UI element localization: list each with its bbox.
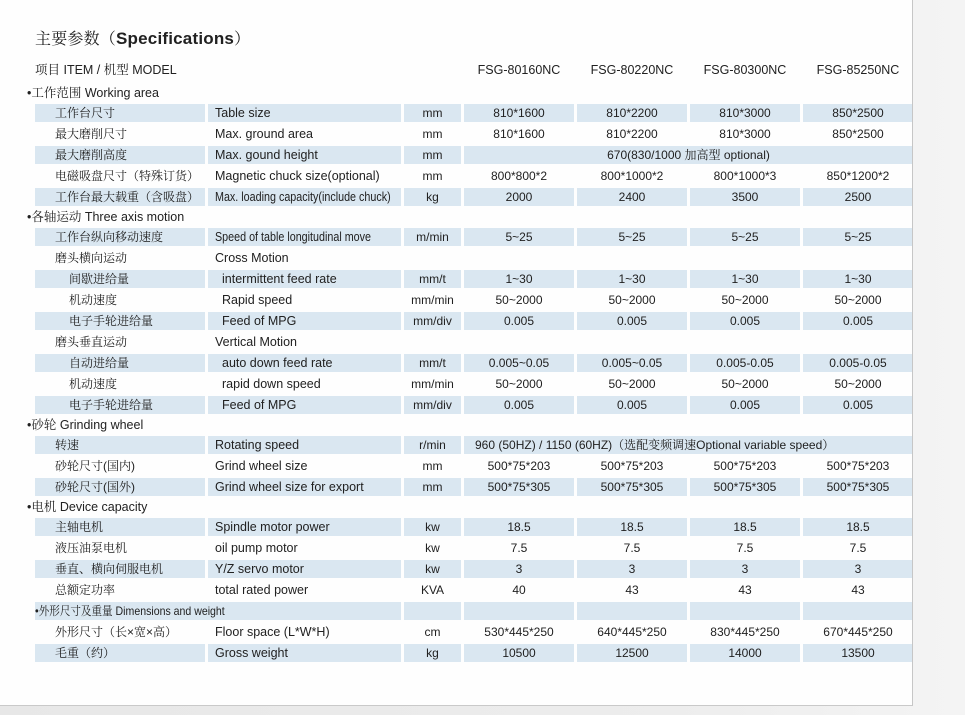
item-model-label: 项目 ITEM / 机型 MODEL (35, 63, 177, 77)
cell-item-en: rapid down speed (222, 377, 321, 391)
cell-item-cn: 工作台最大载重（含吸盘） (35, 188, 205, 206)
cell-value-2: 43 (625, 583, 639, 597)
spec-row (35, 291, 912, 309)
cell-unit: mm (404, 478, 461, 496)
cell-unit: mm/div (404, 312, 461, 330)
cell-unit: kg (404, 644, 461, 662)
cell-item-en: Y/Z servo motor (208, 560, 401, 578)
cell-value-3: 5~25 (690, 228, 800, 246)
spec-row (35, 228, 912, 246)
cell-value-empty (464, 333, 574, 351)
cell-item-cn: 主轴电机 (35, 518, 205, 536)
cell-item-en: Spindle motor power (208, 518, 401, 536)
cell-item-cn: 外形尺寸（长×宽×高） (55, 625, 178, 639)
cell-value-4: 0.005-0.05 (803, 354, 913, 372)
spec-row (35, 146, 912, 164)
cell-value-2: 500*75*203 (600, 459, 664, 473)
cell-value-3: 800*1000*3 (713, 169, 777, 183)
cell-value-2: 640*445*250 (597, 625, 667, 639)
cell-unit: mm (404, 104, 461, 122)
cell-unit: r/min (404, 436, 461, 454)
cell-unit-empty (404, 602, 461, 620)
spec-row (35, 125, 912, 143)
section-header-label (35, 602, 401, 620)
cell-value-3: 1~30 (690, 270, 800, 288)
cell-value-4: 50~2000 (834, 377, 882, 391)
cell-item-en: Gross weight (208, 644, 401, 662)
cell-value-3: 0.005-0.05 (690, 354, 800, 372)
spec-row (35, 436, 912, 454)
cell-value-2: 50~2000 (608, 377, 656, 391)
cell-value-2: 7.5 (623, 541, 641, 555)
page-title-cn: 主要参数（ (35, 31, 117, 48)
cell-item-en: Rapid speed (222, 293, 293, 307)
cell-value-4: 500*75*305 (803, 478, 913, 496)
cell-item-en: Feed of MPG (208, 396, 401, 414)
cell-value-4: 0.005 (803, 312, 913, 330)
cell-unit: kw (404, 518, 461, 536)
cell-item-cn: 电子手轮进给量 (35, 312, 205, 330)
spec-row (35, 333, 912, 351)
cell-unit: kw (404, 560, 461, 578)
cell-item-cn: 工作台尺寸 (35, 104, 205, 122)
cell-item-en: total rated power (215, 583, 309, 597)
cell-value-1: 1~30 (464, 270, 574, 288)
cell-value-1: 500*75*203 (487, 459, 551, 473)
spec-row (35, 270, 912, 288)
cell-value-2: 12500 (577, 644, 687, 662)
cell-item-en: Vertical Motion (215, 335, 297, 349)
cell-value-3: 50~2000 (721, 377, 769, 391)
cell-item-en: Floor space (L*W*H) (215, 625, 330, 639)
cell-value-4: 1~30 (803, 270, 913, 288)
cell-value-merged: 960 (50HZ) / 1150 (60HZ)（选配变频调速Optional variable speed） (464, 436, 913, 454)
cell-item-cn: 总额定功率 (55, 583, 116, 597)
cell-value-4: 850*2500 (832, 127, 884, 141)
cell-value-1: 810*1600 (464, 104, 574, 122)
section-header: •工作范围 Working area (27, 86, 159, 100)
cell-value-4: 43 (851, 583, 865, 597)
page-title (35, 26, 912, 49)
cell-item-en: Table size (208, 104, 401, 122)
cell-item-cn: 电子手轮进给量 (35, 396, 205, 414)
cell-item-cn: 电磁吸盘尺寸（特殊订货） (55, 169, 200, 183)
cell-unit: kw (425, 541, 440, 555)
cell-value-3: 0.005 (690, 396, 800, 414)
cell-value-1: 40 (512, 583, 526, 597)
cell-value-empty (577, 333, 687, 351)
cell-value-4: 500*75*203 (826, 459, 890, 473)
cell-value-1: 2000 (464, 188, 574, 206)
section-header: •各轴运动 Three axis motion (27, 210, 185, 224)
model-name-2: FSG-80220NC (590, 63, 674, 77)
cell-value-3: 0.005 (690, 312, 800, 330)
cell-unit: mm/min (411, 293, 454, 307)
cell-value-3: 18.5 (690, 518, 800, 536)
spec-row (35, 581, 912, 599)
spec-row (35, 188, 912, 206)
spec-row (35, 249, 912, 267)
cell-value-3: 500*75*203 (713, 459, 777, 473)
cell-item-cn: 工作台纵向移动速度 (35, 228, 205, 246)
cell-item-cn: 液压油泵电机 (55, 541, 128, 555)
cell-value-empty (803, 602, 913, 620)
cell-unit: mm (404, 146, 461, 164)
spec-row (35, 104, 912, 122)
spec-row (35, 478, 912, 496)
cell-value-2: 5~25 (577, 228, 687, 246)
cell-unit: mm (422, 127, 443, 141)
cell-value-1: 10500 (464, 644, 574, 662)
cell-value-3: 14000 (690, 644, 800, 662)
cell-value-4: 13500 (803, 644, 913, 662)
cell-item-cn: 机动速度 (69, 293, 118, 307)
cell-value-4: 3 (803, 560, 913, 578)
cell-value-merged: 670(830/1000 加高型 optional) (464, 146, 913, 164)
cell-value-3: 7.5 (736, 541, 754, 555)
cell-item-cn: 最大磨削高度 (35, 146, 205, 164)
cell-item-en-text: Max. loading capacity(include chuck) (215, 190, 391, 204)
cell-item-cn: 自动进给量 (35, 354, 205, 372)
cell-value-1: 5~25 (464, 228, 574, 246)
spec-table (0, 86, 912, 662)
page-title-en: Specifications (116, 29, 235, 48)
cell-value-4: 2500 (803, 188, 913, 206)
cell-value-empty (803, 333, 913, 351)
cell-item-en: Grind wheel size (215, 459, 308, 473)
cell-value-empty (464, 602, 574, 620)
cell-value-2: 500*75*305 (577, 478, 687, 496)
cell-value-2: 0.005 (577, 396, 687, 414)
cell-item-en-text: Speed of table longitudinal move (215, 230, 371, 244)
cell-value-1: 500*75*305 (464, 478, 574, 496)
cell-value-3: 3 (690, 560, 800, 578)
section-header: •电机 Device capacity (27, 500, 148, 514)
cell-value-empty (690, 249, 800, 267)
cell-value-4: 7.5 (849, 541, 867, 555)
cell-value-1: 0.005 (464, 396, 574, 414)
cell-value-1: 7.5 (510, 541, 528, 555)
cell-value-empty (464, 249, 574, 267)
cell-value-2: 0.005 (577, 312, 687, 330)
cell-value-1: 800*800*2 (490, 169, 548, 183)
cell-value-empty (690, 602, 800, 620)
cell-unit: KVA (420, 583, 445, 597)
cell-value-3: 500*75*305 (690, 478, 800, 496)
spec-row (35, 354, 912, 372)
cell-value-2: 50~2000 (608, 293, 656, 307)
model-name-3: FSG-80300NC (703, 63, 787, 77)
cell-unit: kg (404, 188, 461, 206)
cell-value-4: 850*2500 (803, 104, 913, 122)
cell-value-1: 50~2000 (495, 377, 543, 391)
cell-value-1: 530*445*250 (484, 625, 554, 639)
spec-row (35, 396, 912, 414)
cell-value-3: 810*3000 (719, 127, 771, 141)
spec-row (35, 518, 912, 536)
spec-row (35, 560, 912, 578)
cell-value-3: 3500 (690, 188, 800, 206)
cell-item-en: Max. ground area (215, 127, 313, 141)
cell-item-en: oil pump motor (215, 541, 298, 555)
section-header-text: •外形尺寸及重量 Dimensions and weight (35, 604, 225, 618)
cell-item-en: Max. gound height (208, 146, 401, 164)
cell-unit (404, 249, 461, 267)
spec-row (35, 457, 912, 475)
cell-item-cn: 砂轮尺寸(国内) (55, 459, 135, 473)
cell-value-3: 43 (738, 583, 752, 597)
cell-item-cn: 磨头垂直运动 (55, 335, 128, 349)
spec-row (35, 623, 912, 641)
cell-unit: cm (424, 625, 441, 639)
cell-value-2: 2400 (577, 188, 687, 206)
table-header-row (35, 62, 912, 79)
cell-unit (404, 333, 461, 351)
cell-value-empty (577, 602, 687, 620)
cell-item-cn: 转速 (35, 436, 205, 454)
cell-value-4: 670*445*250 (823, 625, 893, 639)
cell-value-2: 18.5 (577, 518, 687, 536)
spec-row (35, 375, 912, 393)
cell-item-en: Grind wheel size for export (208, 478, 401, 496)
cell-unit: mm/t (404, 354, 461, 372)
cell-unit: mm/min (411, 377, 454, 391)
cell-item-cn: 毛重（约） (35, 644, 205, 662)
cell-item-cn: 机动速度 (69, 377, 118, 391)
cell-unit: m/min (404, 228, 461, 246)
cell-value-4: 850*1200*2 (826, 169, 890, 183)
spec-row (35, 167, 912, 185)
page-title-close: ） (234, 31, 251, 48)
cell-value-1: 50~2000 (495, 293, 543, 307)
cell-value-empty (803, 249, 913, 267)
cell-value-4: 18.5 (803, 518, 913, 536)
cell-value-1: 0.005~0.05 (464, 354, 574, 372)
cell-item-cn: 砂轮尺寸(国外) (35, 478, 205, 496)
cell-unit: mm (422, 459, 443, 473)
cell-value-1: 18.5 (464, 518, 574, 536)
cell-item-cn: 间歇进给量 (35, 270, 205, 288)
cell-item-en: Rotating speed (208, 436, 401, 454)
cell-item-cn: 垂直、横向伺服电机 (35, 560, 205, 578)
cell-value-2: 3 (577, 560, 687, 578)
section-header: •砂轮 Grinding wheel (27, 418, 144, 432)
cell-value-3: 830*445*250 (710, 625, 780, 639)
cell-value-1: 810*1600 (493, 127, 545, 141)
cell-value-2: 810*2200 (577, 104, 687, 122)
model-name-4: FSG-85250NC (816, 63, 900, 77)
cell-value-empty (690, 333, 800, 351)
cell-item-cn: 磨头横向运动 (55, 251, 128, 265)
cell-item-en: auto down feed rate (208, 354, 401, 372)
cell-unit: mm/t (404, 270, 461, 288)
cell-item-en: Feed of MPG (208, 312, 401, 330)
spec-row (35, 312, 912, 330)
section-header-band (35, 602, 912, 620)
cell-value-4: 5~25 (803, 228, 913, 246)
cell-value-1: 3 (464, 560, 574, 578)
cell-value-2: 800*1000*2 (600, 169, 664, 183)
cell-value-4: 50~2000 (834, 293, 882, 307)
cell-unit: mm/div (404, 396, 461, 414)
cell-item-en: Cross Motion (215, 251, 289, 265)
cell-value-2: 0.005~0.05 (577, 354, 687, 372)
model-name-1: FSG-80160NC (477, 63, 561, 77)
cell-value-4: 0.005 (803, 396, 913, 414)
cell-item-en (208, 228, 401, 246)
cell-value-2: 810*2200 (606, 127, 658, 141)
cell-value-empty (577, 249, 687, 267)
cell-unit: mm (422, 169, 443, 183)
spec-row (35, 539, 912, 557)
cell-value-1: 0.005 (464, 312, 574, 330)
cell-item-en (208, 188, 401, 206)
cell-item-en: intermittent feed rate (208, 270, 401, 288)
spec-row (35, 644, 912, 662)
cell-item-cn: 最大磨削尺寸 (55, 127, 128, 141)
cell-item-en: Magnetic chuck size(optional) (215, 169, 380, 183)
cell-value-2: 1~30 (577, 270, 687, 288)
cell-value-3: 810*3000 (690, 104, 800, 122)
cell-value-3: 50~2000 (721, 293, 769, 307)
